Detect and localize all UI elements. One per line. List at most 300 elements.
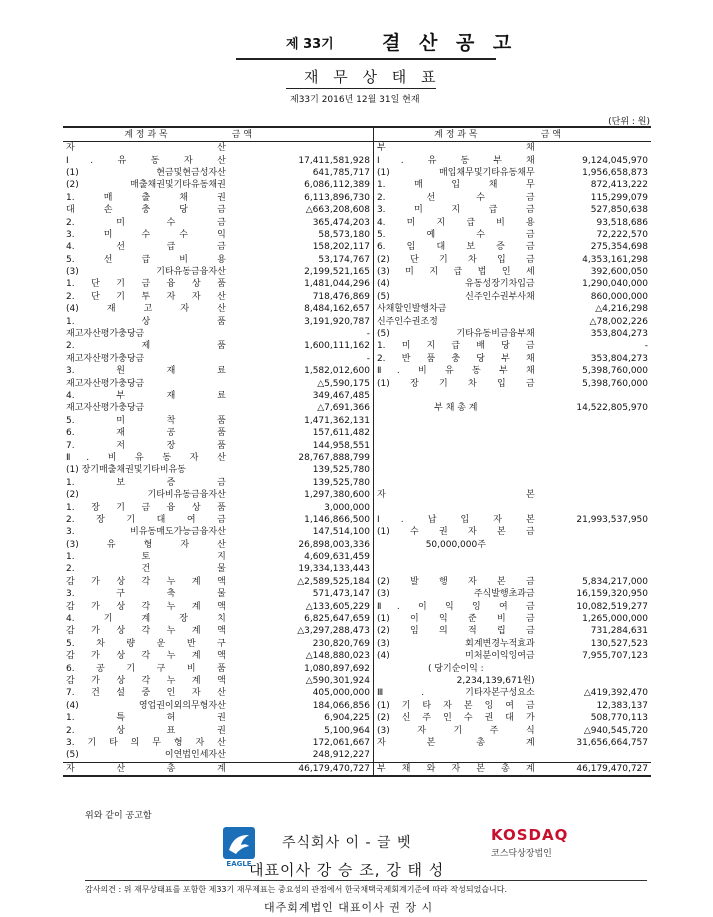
liability-amount: 16,159,320,950: [576, 589, 648, 600]
liability-account-label: (3) 미 지 급 법 인 세: [376, 267, 535, 278]
liability-account-label: 5. 예 수 금: [376, 229, 535, 240]
asset-account-label: 1. 단 기 금 융 상 품: [66, 279, 226, 290]
asset-account: [63, 724, 229, 736]
asset-account: [63, 402, 229, 414]
liability-amount: 508,770,113: [590, 713, 648, 724]
table-row: [63, 749, 651, 762]
liability-amount: 1,265,000,000: [582, 614, 648, 625]
liability-account: [373, 675, 537, 687]
liability-account: [373, 427, 537, 439]
liability-amount: 93,518,686: [596, 217, 648, 228]
liability-amount: 12,383,137: [596, 700, 648, 711]
asset-amount: △133,605,229: [229, 600, 374, 612]
asset-account-label: (4) 영업권이외의무형자산: [66, 700, 226, 711]
asset-account: [63, 539, 229, 551]
asset-account-label: 4. 부 재 료: [66, 391, 226, 401]
liability-amount: [538, 551, 651, 563]
auditor-name: 대주회계법인 대표이사 권 장 시: [264, 901, 434, 914]
asset-account: [63, 229, 229, 241]
liability-account: [373, 328, 537, 340]
asset-amount: 1,080,897,692: [229, 662, 374, 674]
liability-account-label: Ⅱ. 비 유 동 부 채: [376, 366, 535, 377]
liability-account-label: (3) 회계변경누적효과: [376, 638, 535, 649]
liability-amount: △78,002,226: [589, 316, 648, 327]
liability-account: [373, 687, 537, 699]
asset-account: [63, 464, 229, 476]
asset-amount: 365,474,203: [229, 216, 374, 228]
table-header-row: [63, 127, 651, 142]
asset-account-label: Ⅰ. 유 동 자 산: [66, 155, 226, 166]
liability-account-label: 사채할인발행차금: [376, 304, 447, 315]
asset-account-label: (2) 기타비유동금융자산: [66, 490, 226, 501]
liability-amount: [538, 489, 651, 501]
liability-account: [373, 142, 537, 155]
asset-account-label: 자 산 총 계: [66, 763, 226, 774]
asset-account-label: 7. 저 장 품: [66, 440, 226, 451]
table-row: [63, 353, 651, 365]
table-row: [63, 613, 651, 625]
table-row: [63, 501, 651, 513]
kosdaq-subtitle: 코스닥상장법인: [491, 849, 552, 859]
liability-account-label: 1. 미 지 급 배 당 금: [376, 341, 535, 352]
liability-account: [373, 514, 537, 526]
liability-amount: [538, 452, 651, 464]
liability-amount: 353,804,273: [590, 329, 648, 340]
asset-account-label: 재고자산평가충당금: [66, 353, 145, 364]
asset-account: [63, 315, 229, 327]
table-row: [63, 464, 651, 476]
asset-amount: 26,898,003,336: [229, 539, 374, 551]
asset-amount: 1,146,866,500: [229, 514, 374, 526]
asset-amount: 641,785,717: [229, 167, 374, 179]
table-row: [63, 576, 651, 588]
liability-amount: 872,413,222: [590, 180, 648, 191]
liability-amount: [538, 526, 651, 538]
asset-account: [63, 613, 229, 625]
liability-account: [373, 154, 537, 166]
liability-account-label: (4) 유동성장기차입금: [376, 279, 535, 290]
liability-account: [373, 167, 537, 179]
asset-amount: 17,411,581,928: [229, 154, 374, 166]
table-row: [63, 315, 651, 327]
table-row: [63, 167, 651, 179]
asset-account: [63, 278, 229, 290]
liability-account: [373, 204, 537, 216]
asset-account-label: (3) 유 형 자 산: [66, 539, 226, 550]
liability-account: [373, 724, 537, 736]
asset-amount: 172,061,667: [229, 737, 374, 749]
liability-account-label: 부 채 총 계: [434, 403, 478, 414]
asset-account: [63, 204, 229, 216]
asset-account-label: 2. 장 기 대 여 금: [66, 514, 226, 525]
table-row: [63, 365, 651, 377]
asset-account-label: 6. 재 공 품: [66, 428, 226, 439]
asset-account: [63, 353, 229, 365]
liability-account: [373, 638, 537, 650]
col-header-liability-amount: 금 액: [538, 127, 651, 142]
asset-account: [63, 241, 229, 253]
asset-amount: 405,000,000: [229, 687, 374, 699]
asset-account-label: 감 가 상 각 누 계 액: [66, 626, 226, 637]
table-row: [63, 700, 651, 712]
liability-account-label: (4) 미처분이익잉여금: [376, 651, 535, 662]
asset-account-label: 2. 미 수 금: [66, 217, 226, 228]
asset-account: [63, 650, 229, 662]
asset-account: [63, 340, 229, 352]
asset-account-label: 3. 기 타 의 무 형 자 산: [66, 737, 226, 748]
liability-amount: 14,522,805,970: [576, 403, 648, 414]
table-row: [63, 477, 651, 489]
table-row: [63, 402, 651, 414]
table-row: [63, 650, 651, 662]
liability-amount: 72,222,570: [596, 229, 648, 240]
table-row: [63, 229, 651, 241]
asset-amount: △7,691,366: [229, 402, 374, 414]
asset-account: [63, 576, 229, 588]
liability-amount: 31,656,664,757: [576, 737, 648, 748]
asset-account: [63, 675, 229, 687]
liability-amount: [538, 439, 651, 451]
asset-account: [63, 439, 229, 451]
asset-account-label: 4. 기 계 장 치: [66, 614, 226, 625]
liability-account-label: 3. 미 지 급 금: [376, 205, 535, 216]
kosdaq-logo: KOSDAQ: [491, 826, 569, 844]
liability-account-label: (3) 주식발행초과금: [376, 589, 535, 600]
asset-account-label: 재고자산평가충당금: [66, 329, 145, 340]
col-header-asset-amount: 금 액: [229, 127, 374, 142]
table-row: [63, 737, 651, 749]
liability-amount: [538, 464, 651, 476]
table-row: [63, 638, 651, 650]
statement-period: 제 33기: [286, 37, 334, 52]
table-row: [63, 266, 651, 278]
liability-account: [373, 501, 537, 513]
asset-amount: -: [229, 353, 374, 365]
asset-account: [63, 477, 229, 489]
liability-account-label: 자 본: [376, 490, 535, 501]
liability-account-label: (2) 임 의 적 립 금: [376, 626, 535, 637]
asset-account: [63, 551, 229, 563]
liability-account: [373, 563, 537, 575]
liability-account: [373, 179, 537, 191]
asset-amount: 1,582,012,600: [229, 365, 374, 377]
liability-amount: 275,354,698: [590, 242, 648, 253]
asset-account-label: 감 가 상 각 누 계 액: [66, 651, 226, 662]
asset-account-label: 6. 공 기 구 비 품: [66, 663, 226, 674]
asset-amount: [229, 142, 374, 155]
liability-account-label: Ⅰ. 유 동 부 채: [376, 155, 535, 166]
asset-account-label: 1. 매 출 채 권: [66, 192, 226, 203]
table-row: [63, 762, 651, 776]
asset-account: [63, 254, 229, 266]
liability-amount: [538, 539, 651, 551]
liability-amount: [538, 142, 651, 155]
asset-account-label: 2. 단 기 투 자 자 산: [66, 291, 226, 302]
liability-amount: 4,353,161,298: [582, 254, 648, 265]
liability-account-label: 신주인수권조정: [376, 316, 438, 327]
table-row: [63, 241, 651, 253]
asset-account-label: 재고자산평가충당금: [66, 403, 145, 414]
table-row: [63, 377, 651, 389]
liability-account-label: 4. 미 지 급 비 용: [376, 217, 535, 228]
liability-amount: 353,804,273: [590, 353, 648, 364]
asset-account-label: 감 가 상 각 누 계 액: [66, 601, 226, 612]
liability-account: [373, 477, 537, 489]
liability-account-label: Ⅱ. 이 익 잉 여 금: [376, 601, 535, 612]
subtitle-underline: [286, 88, 436, 89]
liability-account-label: 2. 선 수 금: [376, 192, 535, 203]
asset-account-label: 3. 구 축 물: [66, 589, 226, 600]
table-row: [63, 216, 651, 228]
asset-account-label: 자 산: [66, 143, 226, 154]
asset-amount: 19,334,133,443: [229, 563, 374, 575]
table-row: [63, 328, 651, 340]
liability-amount: 527,850,638: [590, 205, 648, 216]
liability-account-label: ( 당기순이익 :: [427, 663, 484, 674]
liability-amount: 10,082,519,277: [576, 601, 648, 612]
liability-account: [373, 377, 537, 389]
liability-account-label: (1) 기 타 자 본 잉 여 금: [376, 700, 535, 711]
liability-amount: [538, 501, 651, 513]
liability-account: [373, 315, 537, 327]
liability-account: [373, 625, 537, 637]
footer-divider: [85, 880, 647, 881]
asset-amount: 3,000,000: [229, 501, 374, 513]
audit-opinion: 감사의견 : 위 재무상태표를 포함한 제33기 재무제표는 중요성의 관점에서 한국채택국제회계기준에 따라 작성되었습니다.: [85, 885, 508, 894]
asset-account: [63, 291, 229, 303]
balance-sheet-table: [63, 126, 651, 777]
asset-account-label: 2. 건 물: [66, 564, 226, 575]
statement-date: 제33기 2016년 12월 31일 현재: [290, 95, 420, 105]
asset-account-label: (4) 재 고 자 산: [66, 304, 226, 315]
asset-amount: 230,820,769: [229, 638, 374, 650]
asset-account-label: 1. 토 지: [66, 552, 226, 563]
liability-account-label: 2,234,139,671원): [456, 675, 535, 686]
asset-amount: 58,573,180: [229, 229, 374, 241]
liability-amount: [538, 662, 651, 674]
title-underline: [236, 58, 496, 60]
asset-account: [63, 216, 229, 228]
asset-account: [63, 600, 229, 612]
asset-account-label: 1. 보 증 금: [66, 477, 226, 488]
liability-amount: [538, 390, 651, 402]
liability-amount: 7,955,707,123: [582, 651, 648, 662]
asset-account: [63, 415, 229, 427]
liability-account: [373, 588, 537, 600]
liability-account: [373, 192, 537, 204]
liability-account: [373, 254, 537, 266]
liability-account-label: Ⅰ. 납 입 자 본: [376, 514, 535, 525]
asset-account: [63, 192, 229, 204]
asset-account-label: (1) 현금및현금성자산: [66, 167, 226, 178]
liability-amount: △419,392,470: [583, 688, 648, 699]
liability-amount: [538, 415, 651, 427]
asset-account: [63, 266, 229, 278]
liability-account-label: 2. 반 품 충 당 부 채: [376, 353, 535, 364]
asset-account-label: 대 손 충 당 금: [66, 205, 226, 216]
table-row: [63, 278, 651, 290]
company-name: 주식회사 이 - 글 벳: [282, 835, 412, 851]
asset-amount: △590,301,924: [229, 675, 374, 687]
asset-account-label: 3. 비유동매도가능금융자산: [66, 527, 226, 538]
asset-account-label: 3. 미 수 수 익: [66, 229, 226, 240]
asset-account-label: Ⅱ. 비 유 동 자 산: [66, 452, 226, 463]
table-row: [63, 625, 651, 637]
liability-account: [373, 712, 537, 724]
liability-amount: 46,179,470,727: [538, 762, 651, 776]
liability-account: [373, 489, 537, 501]
table-row: [63, 600, 651, 612]
asset-amount: 1,481,044,296: [229, 278, 374, 290]
liability-account-label: (5) 신주인수권부사채: [376, 291, 535, 302]
liability-account: [373, 278, 537, 290]
logo-text: EAGLE: [226, 860, 252, 868]
asset-account-label: 1. 특 허 권: [66, 713, 226, 724]
ceo-names: 대표이사 강 승 조, 강 태 성: [249, 861, 445, 879]
table-row: [63, 563, 651, 575]
asset-account-label: 5. 선 급 비 용: [66, 254, 226, 265]
col-header-asset-account: 계 정 과 목: [63, 127, 229, 142]
asset-account-label: 2. 상 표 권: [66, 725, 226, 736]
asset-account-label: 4. 선 급 금: [66, 242, 226, 253]
liability-account: [373, 762, 537, 776]
asset-amount: -: [229, 328, 374, 340]
asset-amount: 5,100,964: [229, 724, 374, 736]
asset-account: [63, 687, 229, 699]
table-row: [63, 675, 651, 687]
liability-account-label: 1. 매 입 채 무: [376, 180, 535, 191]
asset-account: [63, 427, 229, 439]
liability-account: [373, 613, 537, 625]
liability-amount: [538, 477, 651, 489]
liability-account-label: (1) 수 권 자 본 금: [376, 527, 535, 538]
asset-account: [63, 501, 229, 513]
liability-account-label: (2) 발 행 자 본 금: [376, 576, 535, 587]
liability-account: [373, 415, 537, 427]
asset-amount: △663,208,608: [229, 204, 374, 216]
liability-amount: [538, 563, 651, 575]
liability-account-label: 부 채: [376, 143, 535, 154]
asset-account: [63, 167, 229, 179]
liability-amount: 9,124,045,970: [582, 155, 648, 166]
liability-amount: 115,299,079: [590, 192, 648, 203]
asset-account: [63, 712, 229, 724]
asset-account-label: 2. 제 품: [66, 341, 226, 352]
liability-account-label: (3) 자 기 주 식: [376, 725, 535, 736]
asset-account-label: (5) 이연법인세자산: [66, 750, 226, 761]
liability-account-label: (1) 이 익 준 비 금: [376, 614, 535, 625]
liability-account: [373, 353, 537, 365]
liability-account-label: (1) 매입채무및기타유동채무: [376, 167, 535, 178]
asset-account-label: 7. 건 설 중 인 자 산: [66, 688, 226, 699]
liability-account-label: 50,000,000주: [425, 539, 486, 550]
asset-amount: 53,174,767: [229, 254, 374, 266]
page-title: 결 산 공 고: [382, 32, 518, 54]
table-row: [63, 192, 651, 204]
liability-account: [373, 650, 537, 662]
asset-account: [63, 700, 229, 712]
liability-account-label: (1) 장 기 차 입 금: [376, 378, 535, 389]
liability-account-label: (5) 기타유동비금융부채: [376, 329, 535, 340]
announcement-note: 위와 같이 공고함: [85, 811, 152, 821]
asset-account: [63, 365, 229, 377]
liability-amount: △4,216,298: [595, 304, 648, 315]
asset-amount: 139,525,780: [229, 464, 374, 476]
asset-amount: 6,086,112,389: [229, 179, 374, 191]
asset-amount: 158,202,117: [229, 241, 374, 253]
col-header-liability-account: 계 정 과 목: [373, 127, 537, 142]
asset-account: [63, 514, 229, 526]
asset-amount: 6,825,647,659: [229, 613, 374, 625]
table-row: [63, 154, 651, 166]
asset-account: [63, 390, 229, 402]
liability-amount: 130,527,523: [590, 638, 648, 649]
asset-account: [63, 452, 229, 464]
asset-amount: 571,473,147: [229, 588, 374, 600]
liability-amount: 1,956,658,873: [582, 167, 648, 178]
asset-account: [63, 328, 229, 340]
asset-account-label: (1) 장기매출채권및기타비유동: [66, 465, 186, 476]
liability-account: [373, 737, 537, 749]
asset-account: [63, 662, 229, 674]
asset-account-label: 1. 상 품: [66, 316, 226, 327]
asset-amount: 157,611,482: [229, 427, 374, 439]
table-row: [63, 526, 651, 538]
liability-account: [373, 600, 537, 612]
asset-account: [63, 489, 229, 501]
liability-amount: 860,000,000: [590, 291, 648, 302]
asset-amount: 6,113,896,730: [229, 192, 374, 204]
asset-amount: 2,199,521,165: [229, 266, 374, 278]
table-row: [63, 204, 651, 216]
liability-amount: [538, 427, 651, 439]
asset-account: [63, 377, 229, 389]
asset-account-label: 5. 미 착 품: [66, 415, 226, 426]
liability-account: [373, 452, 537, 464]
asset-amount: 6,904,225: [229, 712, 374, 724]
liability-account: [373, 365, 537, 377]
liability-account: [373, 700, 537, 712]
liability-amount: 731,284,631: [590, 626, 648, 637]
table-row: [63, 340, 651, 352]
liability-account-label: 부 채 와 자 본 총 계: [376, 763, 535, 774]
asset-amount: 144,958,551: [229, 439, 374, 451]
liability-account: [373, 241, 537, 253]
asset-account-label: 3. 원 재 료: [66, 366, 226, 377]
liability-account: [373, 526, 537, 538]
liability-account: [373, 291, 537, 303]
asset-amount: 1,297,380,600: [229, 489, 374, 501]
table-row: [63, 452, 651, 464]
unit-label: (단위 : 원): [608, 117, 650, 127]
table-body: [63, 142, 651, 776]
liability-amount: [538, 675, 651, 687]
asset-account-label: 감 가 상 각 누 계 액: [66, 675, 226, 686]
liability-account-label: Ⅲ. 기타자본구성요소: [376, 688, 535, 699]
liability-amount: 5,398,760,000: [582, 366, 648, 377]
asset-amount: △3,297,288,473: [229, 625, 374, 637]
asset-amount: 147,514,100: [229, 526, 374, 538]
table-row: [63, 427, 651, 439]
asset-amount: 8,484,162,657: [229, 303, 374, 315]
liability-account: [373, 266, 537, 278]
liability-account: [373, 551, 537, 563]
asset-account: [63, 526, 229, 538]
asset-account-label: (3) 기타유동금융자산: [66, 267, 226, 278]
table-row: [63, 489, 651, 501]
table-row: [63, 254, 651, 266]
liability-account-label: 6. 임 대 보 증 금: [376, 242, 535, 253]
